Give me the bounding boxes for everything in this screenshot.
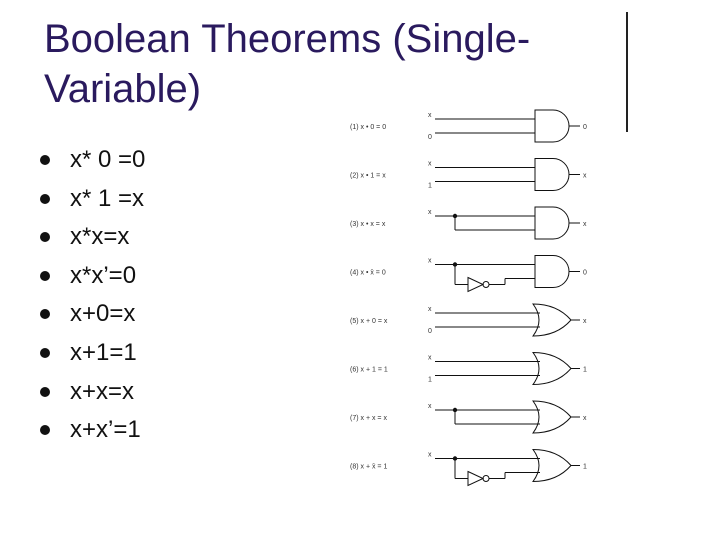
- junction-dot-icon: [453, 214, 457, 218]
- title-line-1: Boolean Theorems (Single-: [44, 17, 531, 61]
- not-gate-icon: [468, 278, 483, 292]
- input-label: x: [428, 306, 432, 313]
- and-gate-icon: [535, 207, 569, 239]
- or-gate-icon: [533, 353, 571, 385]
- theorem-text: x*x’=0: [70, 261, 137, 289]
- not-gate-icon: [468, 472, 483, 486]
- theorem-text: x+0=x: [70, 300, 136, 328]
- list-item: [40, 334, 145, 373]
- circuit-2: [350, 159, 587, 191]
- list-item: [40, 295, 145, 334]
- circuit-3: [350, 207, 587, 239]
- input-label: 0: [428, 328, 432, 335]
- circuit-8: [350, 450, 587, 486]
- output-label: 0: [583, 124, 587, 131]
- input-label: 1: [428, 376, 432, 384]
- input-label: x: [428, 257, 432, 265]
- vertical-divider: [626, 12, 628, 132]
- bullet-dot-icon: [40, 348, 50, 358]
- bullet-dot-icon: [40, 425, 50, 435]
- input-label: x: [428, 112, 432, 119]
- circuit-7: [350, 401, 587, 433]
- theorem-text: x+1=1: [70, 338, 137, 366]
- equation-label: (4) x • x̄ = 0: [350, 269, 386, 277]
- input-label: x: [428, 403, 432, 410]
- list-item: [40, 411, 145, 450]
- output-label: x: [583, 415, 587, 422]
- bullet-dot-icon: [40, 232, 50, 242]
- equation-label: (7) x + x = x: [350, 415, 387, 422]
- circuit-6: [350, 353, 587, 385]
- or-gate-icon: [533, 450, 571, 482]
- equation-label: (6) x + 1 = 1: [350, 366, 388, 374]
- output-label: x: [583, 318, 587, 325]
- list-item: [40, 257, 145, 296]
- bullet-dot-icon: [40, 155, 50, 165]
- list-item: [40, 180, 145, 219]
- circuit-5: [350, 304, 587, 336]
- output-label: 1: [583, 366, 587, 374]
- junction-dot-icon: [453, 456, 457, 460]
- theorem-list: [40, 141, 145, 450]
- equation-label: (1) x • 0 = 0: [350, 124, 387, 131]
- slide-title: [44, 14, 604, 114]
- gate-diagram: [340, 100, 610, 500]
- equation-label: (8) x + x̄ = 1: [350, 463, 388, 471]
- output-label: 1: [583, 463, 587, 471]
- input-label: 1: [428, 182, 432, 190]
- input-label: 0: [428, 134, 432, 141]
- theorem-text: x*x=x: [70, 223, 130, 251]
- bullet-dot-icon: [40, 309, 50, 319]
- theorem-text: x* 1 =x: [70, 184, 145, 212]
- junction-dot-icon: [453, 262, 457, 266]
- equation-label: (3) x • x = x: [350, 221, 386, 228]
- circuit-1: [350, 110, 587, 142]
- list-item: [40, 373, 145, 412]
- theorem-text: x+x=x: [70, 377, 135, 405]
- input-label: x: [428, 451, 432, 459]
- and-gate-icon: [535, 159, 569, 191]
- bullet-dot-icon: [40, 387, 50, 397]
- input-label: x: [428, 160, 432, 168]
- junction-dot-icon: [453, 408, 457, 412]
- title-line-2: Variable): [44, 67, 202, 111]
- input-label: x: [428, 209, 432, 216]
- bullet-dot-icon: [40, 271, 50, 281]
- and-gate-icon: [535, 110, 569, 142]
- equation-label: (5) x + 0 = x: [350, 318, 388, 325]
- theorem-text: x+x’=1: [70, 416, 141, 444]
- or-gate-icon: [533, 304, 571, 336]
- output-label: 0: [583, 269, 587, 277]
- bullet-dot-icon: [40, 194, 50, 204]
- list-item: [40, 218, 145, 257]
- theorem-text: x* 0 =0: [70, 146, 146, 173]
- equation-label: (2) x • 1 = x: [350, 172, 386, 180]
- output-label: x: [583, 221, 587, 228]
- and-gate-icon: [535, 256, 569, 288]
- input-label: x: [428, 354, 432, 362]
- list-item: [40, 141, 145, 180]
- output-label: x: [583, 172, 587, 180]
- circuit-4: [350, 256, 587, 292]
- or-gate-icon: [533, 401, 571, 433]
